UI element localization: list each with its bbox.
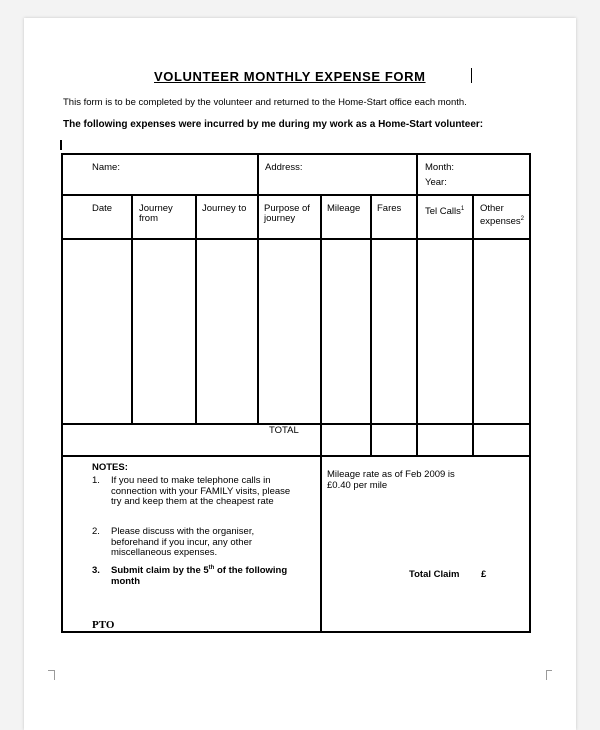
col-divider-3 <box>257 194 259 424</box>
table-bottom-border <box>61 631 531 633</box>
col-header-fares: Fares <box>377 203 402 214</box>
col-header-other-expenses: Other expenses$^2$ <box>480 203 525 228</box>
name-label: Name: <box>92 162 120 173</box>
total-label: TOTAL <box>269 425 299 436</box>
col-header-journey-to: Journey to <box>202 203 247 214</box>
notes-divider <box>320 455 322 633</box>
col-divider-7 <box>472 194 474 456</box>
form-title: VOLUNTEER MONTHLY EXPENSE FORM <box>154 69 426 84</box>
intro-text: This form is to be completed by the volunteer and returned to the Home-Start office each month. <box>63 97 467 108</box>
col-header-date: Date <box>92 203 113 214</box>
col-header-journey-from: Journey from <box>139 203 173 224</box>
address-month-divider <box>416 153 418 195</box>
margin-mark <box>60 140 62 150</box>
col-header-purpose: Purpose of journey <box>264 203 310 224</box>
mileage-rate-text: Mileage rate as of Feb 2009 is £0.40 per mile <box>327 469 455 491</box>
expense-form-table <box>61 153 531 633</box>
address-label: Address: <box>265 162 303 173</box>
crop-mark-left <box>54 670 55 680</box>
crop-mark-right <box>546 670 547 680</box>
year-label: Year: <box>425 177 447 188</box>
table-top-border <box>61 153 531 155</box>
total-row-bottom-rule <box>61 455 531 457</box>
total-claim-currency: £ <box>481 569 487 580</box>
col-divider-5 <box>370 194 372 456</box>
note-item-2: 2. Please discuss with the organiser, beforehand if you incur, any other miscellaneous expenses. <box>92 526 255 558</box>
text-cursor <box>471 68 472 83</box>
col-header-tel-calls: Tel Calls$^1$ <box>425 206 465 218</box>
col-divider-6 <box>416 194 418 456</box>
crop-mark-right-h <box>546 670 552 671</box>
name-address-divider <box>257 153 259 195</box>
col-divider-4 <box>320 194 322 456</box>
col-divider-2 <box>195 194 197 424</box>
month-label: Month: <box>425 162 455 173</box>
col-divider-1 <box>131 194 133 424</box>
table-right-border <box>529 153 531 633</box>
document-page <box>24 18 576 730</box>
note-item-3: 3. Submit claim by the 5th of the following month <box>92 565 288 587</box>
table-left-border <box>61 153 63 633</box>
pto-text: PTO <box>92 619 115 631</box>
expenses-statement: The following expenses were incurred by me during my work as a Home-Start volunteer: <box>63 119 484 130</box>
crop-mark-left-h <box>48 670 54 671</box>
col-header-mileage: Mileage <box>327 203 361 214</box>
total-claim-label: Total Claim <box>409 569 460 580</box>
note-item-1: 1. If you need to make telephone calls in connection with your FAMILY visits, please try and keep them at the cheapest rate <box>92 475 291 507</box>
notes-heading: NOTES: <box>92 462 128 473</box>
